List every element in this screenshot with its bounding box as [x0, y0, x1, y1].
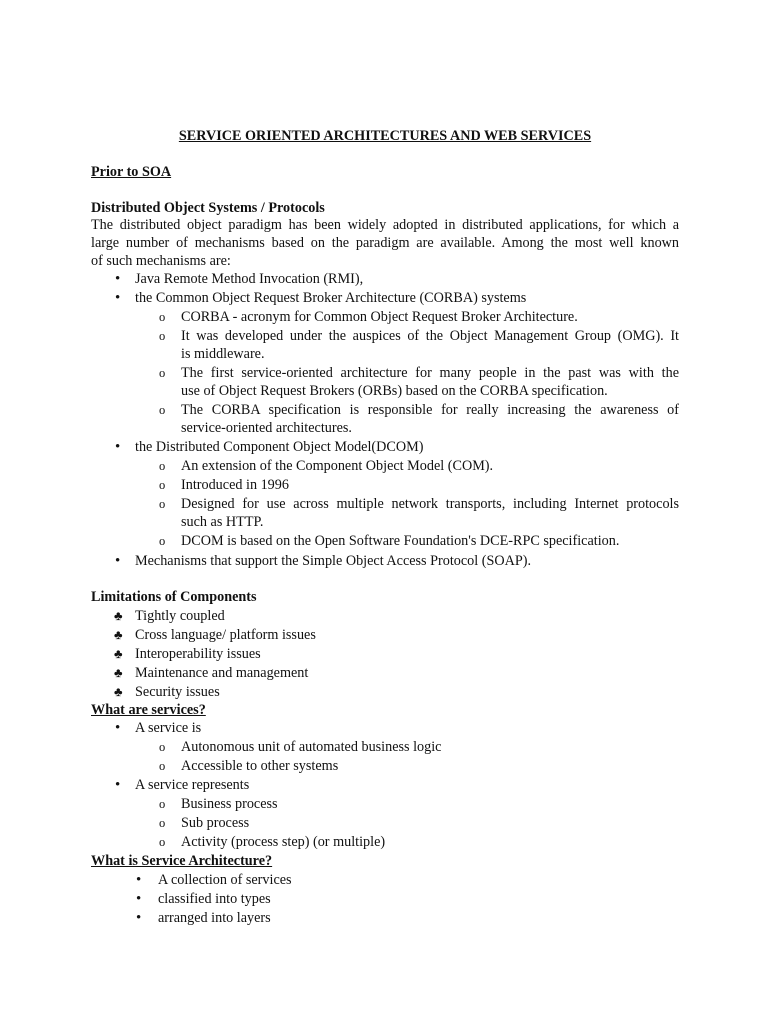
service-represents-sub-item: Activity (process step) (or multiple)	[181, 834, 386, 850]
corba-sub-1: CORBA - acronym for Common Object Request Broker Architecture.	[181, 309, 578, 325]
dcom-sub-3-line-1: Designed for use across multiple network transports, including Internet protocols	[181, 496, 679, 512]
service-is: A service is	[135, 720, 202, 736]
mechanism-dcom: the Distributed Component Object Model(DCOM)	[135, 439, 424, 455]
bullet-icon: •	[115, 271, 121, 287]
limitations-heading: Limitations of Components	[91, 589, 257, 605]
club-bullet-icon: ♣	[114, 608, 123, 623]
bullet-icon: •	[136, 891, 142, 907]
corba-sub-3-line-2: use of Object Request Brokers (ORBs) based on the CORBA specification.	[181, 383, 608, 399]
corba-sub-4-line-2: service-oriented architectures.	[181, 420, 352, 436]
limitation-item: Interoperability issues	[135, 646, 261, 662]
limitation-item: Cross language/ platform issues	[135, 627, 316, 643]
ring-bullet-icon: o	[159, 459, 166, 473]
corba-sub-2-line-2: is middleware.	[181, 346, 265, 362]
club-bullet-icon: ♣	[114, 627, 123, 642]
ring-bullet-icon: o	[159, 478, 166, 492]
service-is-sub-item: Accessible to other systems	[181, 758, 339, 774]
architecture-item: classified into types	[158, 891, 271, 907]
mechanism-corba: the Common Object Request Broker Architecture (CORBA) systems	[135, 290, 527, 306]
service-represents-sub-item: Sub process	[181, 815, 250, 831]
corba-sub-2-line-1: It was developed under the auspices of the Object Management Group (OMG). It	[181, 328, 679, 344]
ring-bullet-icon: o	[159, 329, 166, 343]
bullet-icon: •	[136, 872, 142, 888]
dcom-sub-3-line-2: such as HTTP.	[181, 514, 264, 530]
document-title: SERVICE ORIENTED ARCHITECTURES AND WEB SERVICES	[178, 128, 592, 144]
ring-bullet-icon: o	[159, 740, 166, 754]
bullet-icon: •	[115, 553, 121, 569]
limitation-item: Security issues	[135, 684, 220, 700]
ring-bullet-icon: o	[159, 403, 166, 417]
ring-bullet-icon: o	[159, 310, 166, 324]
services-heading: What are services?	[91, 702, 206, 718]
ring-bullet-icon: o	[159, 816, 166, 830]
bullet-icon: •	[115, 720, 121, 736]
bullet-icon: •	[115, 290, 121, 306]
ring-bullet-icon: o	[159, 497, 166, 511]
architecture-item: A collection of services	[158, 872, 292, 888]
intro-line-1: The distributed object paradigm has been widely adopted in distributed applications, for which a	[91, 217, 679, 233]
intro-line-3: of such mechanisms are:	[91, 253, 231, 269]
club-bullet-icon: ♣	[114, 665, 123, 680]
dcom-sub-4: DCOM is based on the Open Software Foundation's DCE-RPC specification.	[181, 533, 620, 549]
limitation-item: Tightly coupled	[135, 608, 225, 624]
dos-heading: Distributed Object Systems / Protocols	[91, 200, 325, 216]
intro-line-2: large number of mechanisms based on the paradigm are available. Among the most well known	[91, 235, 679, 251]
limitation-item: Maintenance and management	[135, 665, 309, 681]
architecture-heading: What is Service Architecture?	[91, 853, 273, 869]
mechanism-soap: Mechanisms that support the Simple Object Access Protocol (SOAP).	[135, 553, 532, 569]
bullet-icon: •	[115, 439, 121, 455]
mechanism-rmi: Java Remote Method Invocation (RMI),	[135, 271, 364, 287]
dcom-sub-2: Introduced in 1996	[181, 477, 289, 493]
ring-bullet-icon: o	[159, 534, 166, 548]
ring-bullet-icon: o	[159, 797, 166, 811]
bullet-icon: •	[115, 777, 121, 793]
architecture-item: arranged into layers	[158, 910, 271, 926]
bullet-icon: •	[136, 910, 142, 926]
corba-sub-4-line-1: The CORBA specification is responsible for really increasing the awareness of	[181, 402, 679, 418]
ring-bullet-icon: o	[159, 366, 166, 380]
club-bullet-icon: ♣	[114, 646, 123, 661]
prior-heading: Prior to SOA	[91, 164, 172, 180]
club-bullet-icon: ♣	[114, 684, 123, 699]
service-represents: A service represents	[135, 777, 250, 793]
service-represents-sub-item: Business process	[181, 796, 278, 812]
service-is-sub-item: Autonomous unit of automated business logic	[181, 739, 442, 755]
ring-bullet-icon: o	[159, 759, 166, 773]
dcom-sub-1: An extension of the Component Object Model (COM).	[181, 458, 494, 474]
ring-bullet-icon: o	[159, 835, 166, 849]
corba-sub-3-line-1: The first service-oriented architecture for many people in the past was with the	[181, 365, 679, 381]
